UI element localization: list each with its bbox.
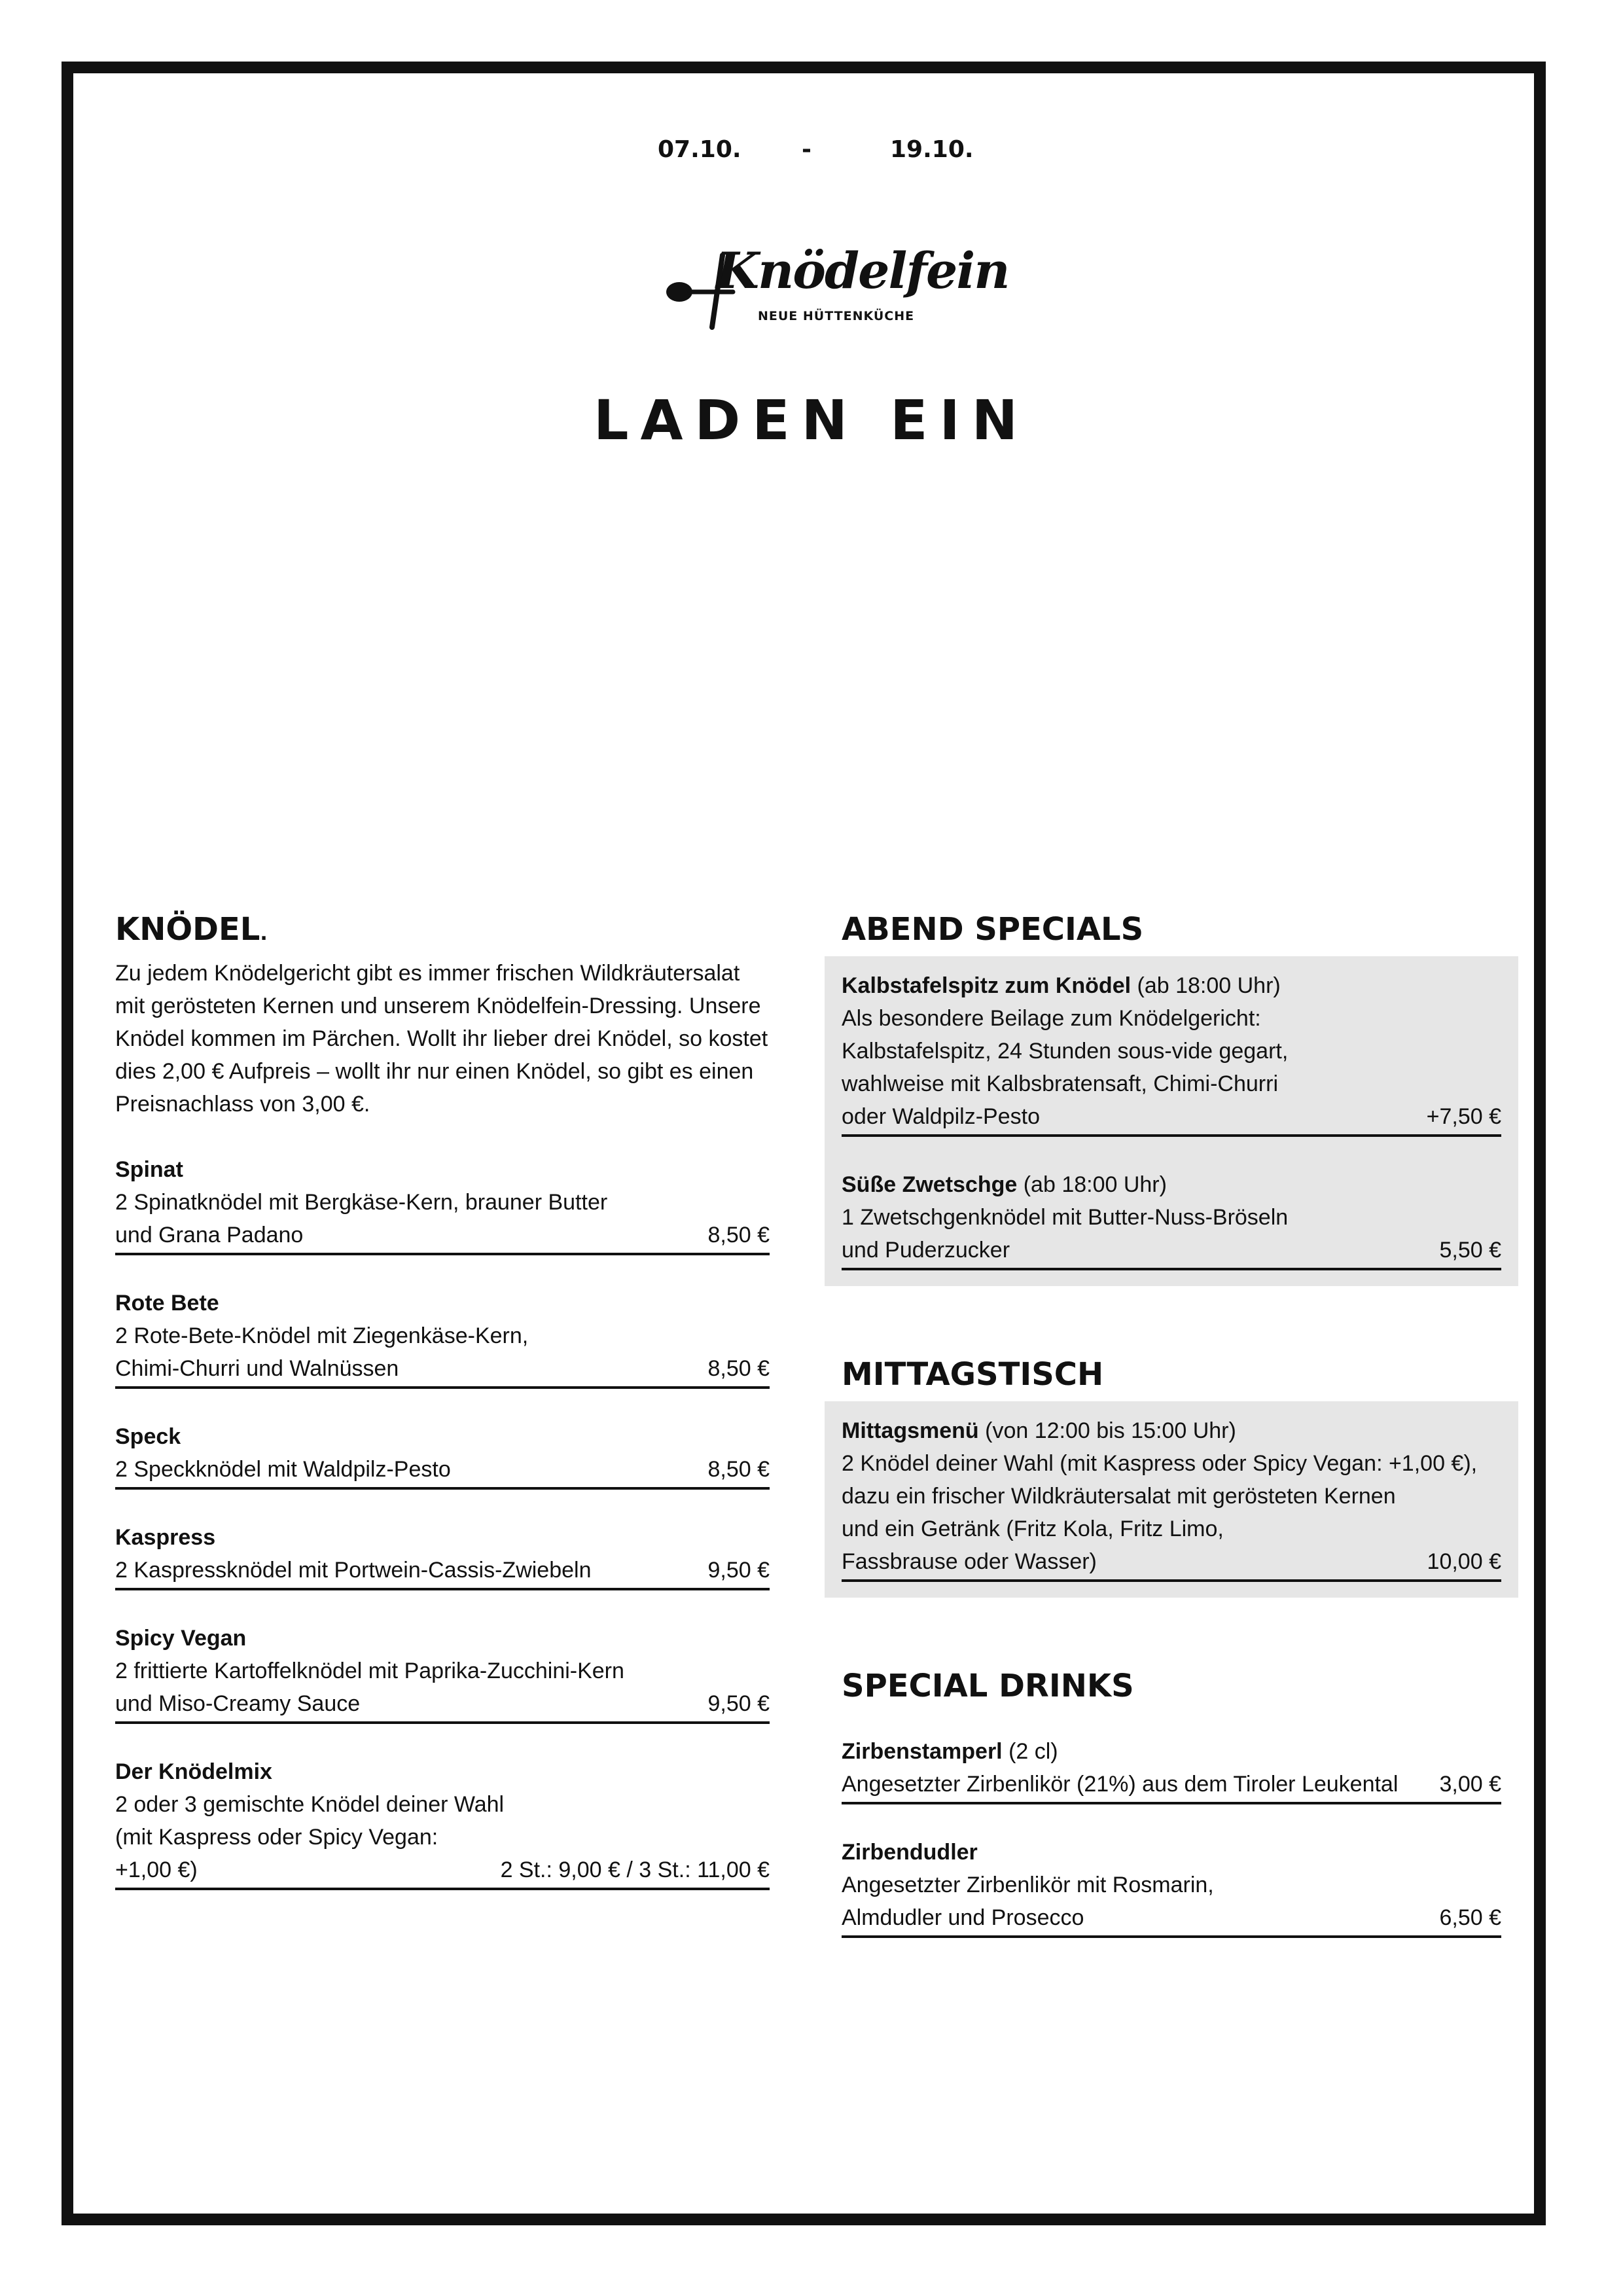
knoedel-title: KNÖDEL. xyxy=(115,911,268,948)
item-price-row xyxy=(842,1100,1501,1137)
drinks-section xyxy=(825,1663,1518,1938)
item-name: Spinat xyxy=(115,1157,183,1182)
abend-title: ABEND SPECIALS xyxy=(842,911,1144,948)
item-desc: dazu ein frischer Wildkräutersalat mit gerösteten Kernen xyxy=(842,1484,1396,1509)
item-price: 8,50 € xyxy=(707,1457,770,1482)
item-desc: und Miso-Creamy Sauce xyxy=(115,1691,361,1716)
item-desc: 2 Speckknödel mit Waldpilz-Pesto xyxy=(115,1457,451,1482)
item-price-row xyxy=(842,1545,1501,1582)
item-price-row xyxy=(115,1687,770,1724)
brand-logo xyxy=(661,242,1009,334)
menu-item-spicy-vegan xyxy=(115,1622,770,1724)
menu-item-zwetschge xyxy=(842,1168,1501,1270)
item-price-row xyxy=(842,1901,1501,1938)
item-desc: (mit Kaspress oder Spicy Vegan: +1,00 €) xyxy=(115,1825,438,1882)
menu-item-speck xyxy=(115,1420,770,1490)
item-desc: 2 Spinatknödel mit Bergkäse-Kern, brauner Butter xyxy=(115,1190,608,1215)
item-desc: 2 Kaspressknödel mit Portwein-Cassis-Zwiebeln xyxy=(115,1558,592,1583)
item-desc: und ein Getränk (Fritz Kola, Fritz Limo, xyxy=(842,1516,1224,1541)
item-price-row xyxy=(115,1554,770,1590)
item-desc: 2 Knödel deiner Wahl (mit Kaspress oder Spicy Vegan: +1,00 €), xyxy=(842,1451,1478,1476)
item-price-row xyxy=(842,1768,1501,1804)
item-desc: 1 Zwetschgenknödel mit Butter-Nuss-Bröseln xyxy=(842,1205,1289,1230)
item-price: 3,00 € xyxy=(1439,1772,1501,1797)
page-headline: LADEN EIN xyxy=(593,388,1030,452)
menu-item-rote-bete xyxy=(115,1287,770,1389)
menu-item-knoedelmix xyxy=(115,1755,770,1890)
item-desc: 2 Rote-Bete-Knödel mit Ziegenkäse-Kern, xyxy=(115,1323,529,1348)
mittag-title: MITTAGSTISCH xyxy=(842,1356,1104,1393)
knoedel-intro: Zu jedem Knödelgericht gibt es immer frischen Wildkräutersalat mit gerösteten Kernen und unserem Knödelfein-Dressing. Unsere Knödel kommen im Pärchen. Wollt ihr lieber drei Knödel, so kostet dies 2,00 € Aufpreis – wollt ihr nur einen Knödel, so gibt es einen Preisnachlass von 3,00 €. xyxy=(115,961,768,1117)
item-heading: Süße Zwetschge (ab 18:00 Uhr) xyxy=(842,1172,1167,1197)
menu-item-mittagsmenue xyxy=(842,1414,1501,1582)
item-desc: 2 oder 3 gemischte Knödel deiner Wahl xyxy=(115,1792,505,1817)
menu-item-zirbendudler xyxy=(842,1836,1501,1938)
mittag-box xyxy=(825,1401,1518,1598)
item-desc: oder Waldpilz-Pesto xyxy=(842,1104,1040,1129)
date-from: 07.10. xyxy=(658,136,741,163)
item-price: 5,50 € xyxy=(1439,1238,1501,1263)
item-heading: Zirbenstamperl (2 cl) xyxy=(842,1739,1058,1764)
item-desc: wahlweise mit Kalbsbratensaft, Chimi-Churri xyxy=(842,1071,1279,1096)
item-desc: Angesetzter Zirbenlikör mit Rosmarin, xyxy=(842,1873,1214,1897)
date-separator: - xyxy=(802,136,812,163)
item-desc: 2 frittierte Kartoffelknödel mit Paprika-Zucchini-Kern xyxy=(115,1659,624,1683)
specials-column xyxy=(825,906,1518,1969)
item-desc: und Grana Padano xyxy=(115,1223,304,1247)
knoedel-section xyxy=(115,906,770,1922)
date-range xyxy=(0,136,1623,169)
item-desc: Almdudler und Prosecco xyxy=(842,1905,1084,1930)
drinks-title: SPECIAL DRINKS xyxy=(842,1668,1134,1704)
item-name: Kaspress xyxy=(115,1525,216,1550)
date-to: 19.10. xyxy=(890,136,974,163)
item-price: +7,50 € xyxy=(1426,1104,1501,1129)
item-price: 8,50 € xyxy=(707,1223,770,1247)
item-name: Spicy Vegan xyxy=(115,1626,247,1651)
item-price: 9,50 € xyxy=(707,1691,770,1716)
item-desc: Fassbrause oder Wasser) xyxy=(842,1549,1097,1574)
item-name: Rote Bete xyxy=(115,1291,219,1316)
logo-wordmark: Knödelfein xyxy=(716,242,1009,300)
item-price: 6,50 € xyxy=(1439,1905,1501,1930)
item-desc: und Puderzucker xyxy=(842,1238,1010,1263)
item-price: 2 St.: 9,00 € / 3 St.: 11,00 € xyxy=(500,1857,770,1882)
menu-item-spinat xyxy=(115,1153,770,1255)
item-name: Der Knödelmix xyxy=(115,1759,272,1784)
item-price: 8,50 € xyxy=(707,1356,770,1381)
item-price-row xyxy=(115,1352,770,1389)
menu-item-zirbenstamperl xyxy=(842,1735,1501,1804)
item-desc: Chimi-Churri und Walnüssen xyxy=(115,1356,399,1381)
menu-item-kaspress xyxy=(115,1521,770,1590)
item-price-row xyxy=(115,1821,770,1890)
item-heading: Kalbstafelspitz zum Knödel (ab 18:00 Uhr) xyxy=(842,973,1281,998)
item-desc: Angesetzter Zirbenlikör (21%) aus dem Tiroler Leukental xyxy=(842,1772,1399,1797)
item-heading: Zirbendudler xyxy=(842,1840,978,1865)
item-desc: Kalbstafelspitz, 24 Stunden sous-vide gegart, xyxy=(842,1039,1289,1064)
item-price-row xyxy=(115,1453,770,1490)
menu-item-kalbstafelspitz xyxy=(842,969,1501,1137)
item-price-row xyxy=(115,1219,770,1255)
item-price-row xyxy=(842,1234,1501,1270)
abend-box xyxy=(825,956,1518,1286)
item-name: Speck xyxy=(115,1424,181,1449)
item-desc: Als besondere Beilage zum Knödelgericht: xyxy=(842,1006,1261,1031)
logo-tagline: NEUE HÜTTENKÜCHE xyxy=(758,309,915,323)
item-heading: Mittagsmenü (von 12:00 bis 15:00 Uhr) xyxy=(842,1418,1236,1443)
item-price: 10,00 € xyxy=(1427,1549,1501,1574)
item-price: 9,50 € xyxy=(707,1558,770,1583)
